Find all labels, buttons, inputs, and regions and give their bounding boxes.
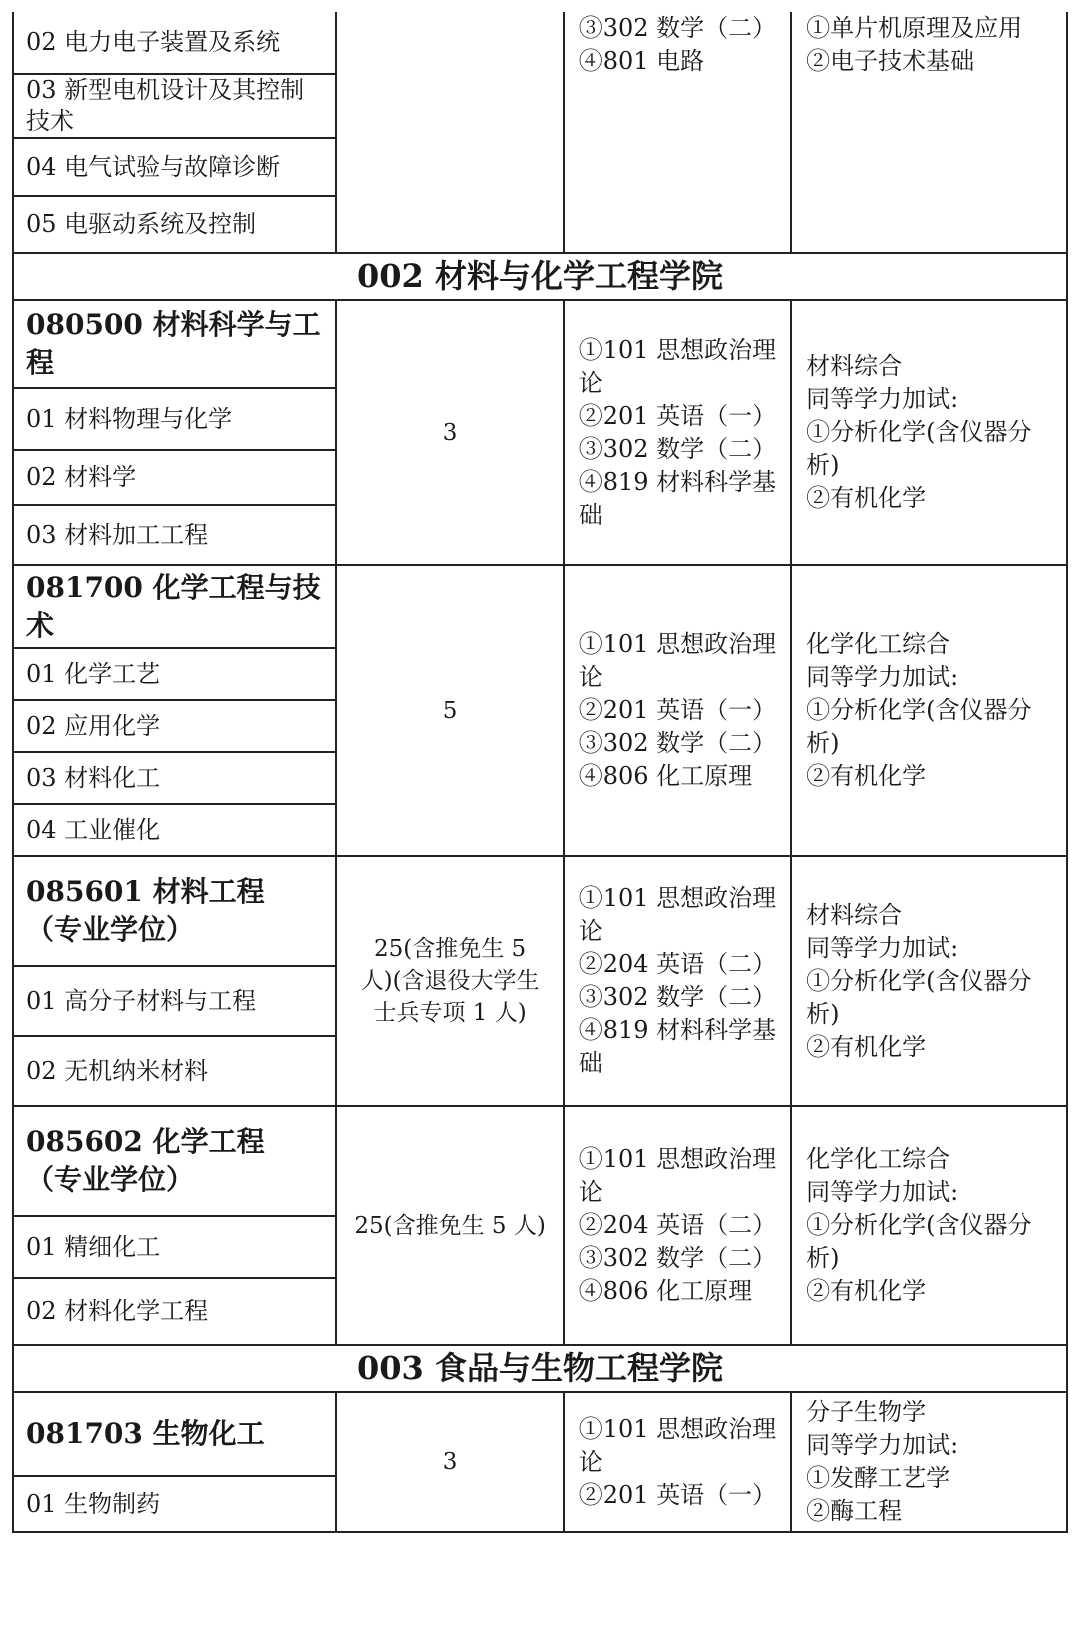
direction-label: 03 新型电机设计及其控制技术 bbox=[26, 76, 305, 135]
quota-value: 3 bbox=[442, 1449, 458, 1475]
exam-subject: 论 bbox=[578, 368, 603, 397]
retest-subject: ②电子技术基础 bbox=[806, 47, 975, 75]
exam-subjects-cell bbox=[564, 565, 791, 856]
retest-subject: ②有机化学 bbox=[806, 1032, 927, 1061]
direction-label: 01 精细化工 bbox=[26, 1232, 161, 1261]
retest-subjects-cell bbox=[791, 1106, 1067, 1345]
direction-label: 02 应用化学 bbox=[26, 711, 161, 740]
direction-label: 01 材料物理与化学 bbox=[26, 404, 233, 433]
retest-subject: 析) bbox=[806, 1244, 840, 1272]
quota-cell bbox=[336, 300, 563, 565]
major-title-cell bbox=[13, 1392, 336, 1476]
retest-subject: ①分析化学(含仪器分 bbox=[806, 966, 1032, 995]
retest-subject: ②有机化学 bbox=[806, 762, 927, 790]
exam-subject: ①101 思想政治理 bbox=[578, 1145, 777, 1173]
retest-subjects-cell bbox=[791, 565, 1067, 856]
retest-subject: 化学化工综合 bbox=[806, 630, 951, 658]
exam-subject: 础 bbox=[578, 500, 603, 529]
exam-subject: 论 bbox=[578, 1447, 603, 1476]
retest-subject: ②有机化学 bbox=[806, 1277, 927, 1305]
quota-cell bbox=[336, 1106, 563, 1345]
direction-label: 02 材料学 bbox=[26, 463, 137, 491]
major-title: 080500 材料科学与工程 bbox=[26, 308, 321, 379]
quota-value: 士兵专项 1 人) bbox=[373, 1000, 527, 1026]
exam-subject: ④806 化工原理 bbox=[578, 762, 753, 790]
direction-label: 01 生物制药 bbox=[26, 1489, 161, 1518]
exam-subjects-cell bbox=[564, 1106, 791, 1345]
direction-label: 05 电驱动系统及控制 bbox=[26, 210, 257, 238]
exam-subjects-cell bbox=[564, 12, 791, 253]
exam-subject: ①101 思想政治理 bbox=[578, 884, 777, 912]
retest-subject: ①分析化学(含仪器分 bbox=[806, 1211, 1032, 1239]
quota-cell bbox=[336, 12, 563, 253]
exam-subject: ④819 材料科学基 bbox=[578, 1016, 777, 1044]
retest-subject: ①分析化学(含仪器分 bbox=[806, 696, 1032, 724]
retest-subject: 同等学力加试: bbox=[806, 1178, 959, 1206]
exam-subject: 论 bbox=[578, 917, 603, 945]
direction-label: 02 材料化学工程 bbox=[26, 1297, 209, 1325]
direction-cell bbox=[13, 12, 336, 74]
direction-label: 04 电气试验与故障诊断 bbox=[26, 152, 281, 181]
exam-subject: ④806 化工原理 bbox=[578, 1277, 753, 1305]
retest-subject: 分子生物学 bbox=[806, 1398, 927, 1426]
quota-cell bbox=[336, 1392, 563, 1532]
exam-subjects-cell bbox=[564, 1392, 791, 1532]
exam-subject: 论 bbox=[578, 663, 603, 691]
retest-subject: 同等学力加试: bbox=[806, 1431, 959, 1459]
exam-subject: ③302 数学（二） bbox=[578, 434, 777, 463]
school-header: 002 材料与化学工程学院 bbox=[13, 253, 1067, 300]
major-title: 085602 化学工程 （专业学位） bbox=[26, 1125, 265, 1196]
school-header: 003 食品与生物工程学院 bbox=[13, 1345, 1067, 1392]
retest-subject: 同等学力加试: bbox=[806, 933, 959, 962]
major-title: 081703 生物化工 bbox=[26, 1417, 265, 1450]
exam-subject: ③302 数学（二） bbox=[578, 1244, 777, 1272]
exam-subject: ④801 电路 bbox=[578, 47, 705, 75]
retest-subject: 析) bbox=[806, 729, 840, 757]
exam-subject: ④819 材料科学基 bbox=[578, 467, 777, 496]
major-title-cell bbox=[13, 856, 336, 966]
retest-subject: ②有机化学 bbox=[806, 484, 927, 512]
quota-cell bbox=[336, 565, 563, 856]
exam-subject: ③302 数学（二） bbox=[578, 983, 777, 1011]
exam-subject: 论 bbox=[578, 1178, 603, 1206]
retest-subject: ①单片机原理及应用 bbox=[806, 14, 1023, 42]
retest-subject: ①发酵工艺学 bbox=[806, 1464, 951, 1492]
major-title: 081700 化学工程与技术 bbox=[26, 570, 321, 642]
exam-subject: ②201 英语（一） bbox=[578, 401, 777, 430]
retest-subject: 同等学力加试: bbox=[806, 663, 959, 691]
exam-subjects-cell bbox=[564, 300, 791, 565]
direction-label: 01 高分子材料与工程 bbox=[26, 986, 257, 1015]
exam-subject: ①101 思想政治理 bbox=[578, 1414, 777, 1443]
major-title-cell bbox=[13, 1106, 336, 1216]
direction-label: 02 无机纳米材料 bbox=[26, 1056, 209, 1085]
quota-value: 3 bbox=[442, 419, 458, 446]
retest-subjects-cell bbox=[791, 12, 1067, 253]
exam-subject: ②201 英语（一） bbox=[578, 1480, 777, 1509]
retest-subject: ①分析化学(含仪器分 bbox=[806, 418, 1032, 446]
retest-subject: 析) bbox=[806, 451, 840, 479]
major-title-cell bbox=[13, 300, 336, 388]
exam-subject: ②204 英语（二） bbox=[578, 1211, 777, 1239]
exam-subject: ①101 思想政治理 bbox=[578, 335, 777, 364]
direction-label: 03 材料化工 bbox=[26, 763, 161, 792]
major-title-cell bbox=[13, 565, 336, 648]
direction-label: 01 化学工艺 bbox=[26, 659, 161, 688]
retest-subject: 化学化工综合 bbox=[806, 1145, 951, 1173]
retest-subjects-cell bbox=[791, 1392, 1067, 1532]
quota-value: 人)(含退役大学生 bbox=[360, 968, 540, 994]
retest-subject: ②酶工程 bbox=[806, 1497, 903, 1525]
exam-subject: ②201 英语（一） bbox=[578, 696, 777, 724]
admissions-table bbox=[12, 12, 1068, 1533]
major-title: 085601 材料工程 （专业学位） bbox=[26, 875, 265, 946]
retest-subject: 析) bbox=[806, 999, 840, 1028]
exam-subject: ①101 思想政治理 bbox=[578, 630, 777, 658]
retest-subject: 材料综合 bbox=[806, 352, 903, 380]
retest-subject: 材料综合 bbox=[806, 900, 903, 929]
exam-subject: 础 bbox=[578, 1049, 603, 1077]
direction-label: 03 材料加工工程 bbox=[26, 520, 209, 549]
retest-subjects-cell bbox=[791, 300, 1067, 565]
retest-subjects-cell bbox=[791, 856, 1067, 1106]
quota-value: 25(含推免生 5 人) bbox=[354, 1212, 546, 1239]
exam-subjects-cell bbox=[564, 856, 791, 1106]
direction-label: 04 工业催化 bbox=[26, 815, 161, 844]
exam-subject: ③302 数学（二） bbox=[578, 14, 777, 42]
direction-label: 02 电力电子装置及系统 bbox=[26, 28, 281, 56]
quota-cell bbox=[336, 856, 563, 1106]
quota-value: 5 bbox=[442, 697, 458, 724]
exam-subject: ②204 英语（二） bbox=[578, 950, 777, 978]
retest-subject: 同等学力加试: bbox=[806, 385, 959, 413]
quota-value: 25(含推免生 5 bbox=[373, 936, 527, 962]
exam-subject: ③302 数学（二） bbox=[578, 729, 777, 757]
